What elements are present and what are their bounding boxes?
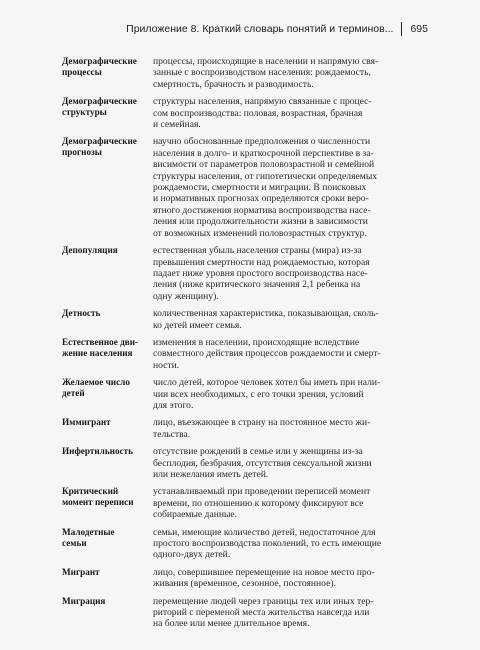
header-divider xyxy=(401,22,402,36)
glossary-definition: изменения в населении, происходящие вследствие совместного действия процессов рождаемости и смерт- ности. xyxy=(153,336,381,371)
glossary-entry xyxy=(62,417,424,440)
glossary-term: Естественное дви- жение населения xyxy=(62,336,139,358)
glossary-entry xyxy=(62,56,424,90)
glossary-definition: структуры населения, напрямую связанные с процес- сом воспроизводства: половая, возрастная, брачная и семейная. xyxy=(153,96,372,131)
glossary-term: Критический момент переписи xyxy=(62,486,134,508)
glossary-entry xyxy=(62,596,424,630)
glossary-definition: семьи, имеющие количество детей, недостаточное для простого воспроизводства поколений, то есть имеющие одного-двух детей. xyxy=(153,526,382,561)
glossary-definition: естественная убыль населения страны (мира) из-за превышения смертности над рождаемостью, которая падает ниже уровня простого воспроизводства насе- ления (ниже критического значения 2,1 ребенка на одну женщину). xyxy=(153,245,370,302)
glossary-term: Детность xyxy=(62,308,101,319)
glossary-entry xyxy=(62,308,424,331)
running-title: Приложение 8. Краткий словарь понятий и терминов... xyxy=(126,23,394,35)
page-number: 695 xyxy=(410,23,428,35)
glossary-term: Мигрант xyxy=(62,566,100,577)
glossary-definition: процессы, происходящие в населении и напрямую свя- занные с воспроизводством населения: рождаемость, смертность, брачность и разводимость. xyxy=(153,56,379,90)
glossary-term: Депопуляция xyxy=(62,245,118,256)
glossary-term: Малодетные семьи xyxy=(62,526,115,548)
glossary-term: Желаемое число детей xyxy=(62,377,130,399)
glossary-definition: число детей, которое человек хотел бы иметь при нали- чии всех необходимых, с его точки зрения, условий для этого. xyxy=(153,377,381,411)
glossary-term: Инфертильность xyxy=(62,446,134,457)
glossary-entry xyxy=(62,486,424,520)
glossary-term: Иммигрант xyxy=(62,417,111,428)
glossary-entry xyxy=(62,377,424,411)
glossary-entry xyxy=(62,446,424,480)
glossary-term: Демографические прогнозы xyxy=(62,136,137,158)
glossary-definition: лицо, совершившее перемещение на новое место про- живания (временное, сезонное, постоянное). xyxy=(153,566,375,590)
glossary-term: Демографические процессы xyxy=(62,56,137,77)
glossary-definition: количественная характеристика, показывающая, сколь- ко детей имеет семья. xyxy=(153,308,379,331)
glossary-entry xyxy=(62,527,424,561)
glossary-definition: лицо, въезжающее в страну на постоянное место жи- тельства. xyxy=(153,417,371,440)
glossary-entry xyxy=(62,136,424,239)
glossary-entry xyxy=(62,245,424,302)
glossary-definition: отсутствие рождений в семье или у женщины из-за бесплодия, безбрачия, отсутствия сексуальной жизни или нежелания иметь детей. xyxy=(153,446,372,480)
glossary-entry xyxy=(62,337,424,371)
glossary-list xyxy=(62,56,424,630)
glossary-entry xyxy=(62,567,424,590)
glossary-definition: устанавливаемый при проведении переписей момент времени, по отношению к которому фиксируют все собираемые данные. xyxy=(153,486,371,521)
glossary-definition: перемещение людей через границы тех или иных тер- риторий с переменой места жительства навсегда или на более или менее длительное время. xyxy=(153,595,374,630)
glossary-term: Демографические структуры xyxy=(62,96,137,118)
glossary-definition: научно обоснованные предположения о численности населения в долго- и краткосрочной перспективе в за- висимости от параметров половозрастной и семейной структуры населения, от гипотетически определяемых рождаемости, смертности и миграции. В поисковых и нормативных прогнозах определяются сроки веро- ятного достижения норматива воспроизводства насе- ления или продолжительности жизни в зависимости от возможных изменений половозрастных структур. xyxy=(153,136,378,239)
glossary-entry xyxy=(62,96,424,130)
running-header xyxy=(126,22,428,36)
glossary-term: Миграция xyxy=(62,595,106,606)
